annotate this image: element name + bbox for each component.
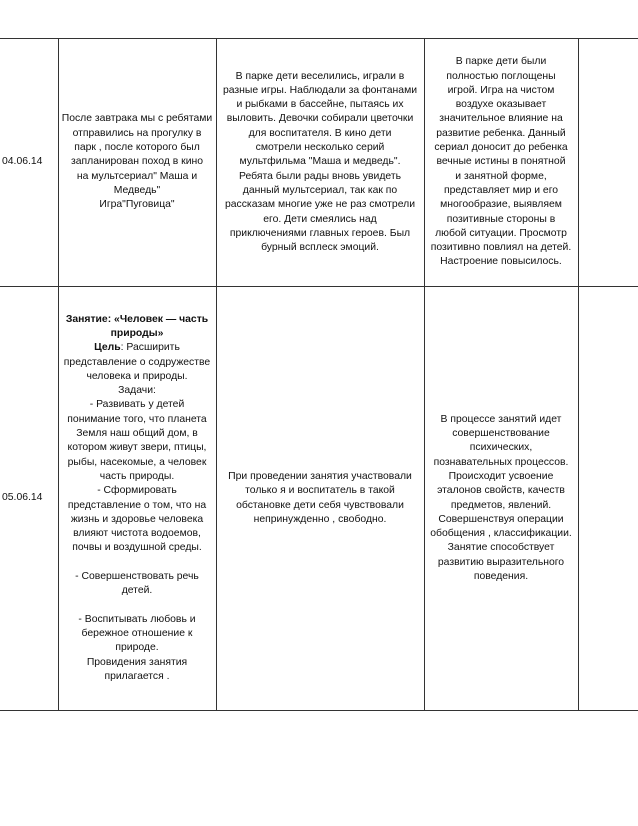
conclusion-cell — [424, 287, 578, 711]
observation-cell — [216, 287, 424, 711]
empty-cell — [578, 39, 638, 287]
goal-label: Цель — [94, 342, 121, 354]
activity-text: После завтрака мы с ребятами отправились на прогулку в парк , после которого был запланирован поход в кино на мультсериал" Маша и Медведь" Игра"Пуговица" — [61, 113, 213, 211]
empty-cell — [578, 287, 638, 711]
table-row — [0, 287, 638, 711]
conclusion-cell — [424, 39, 578, 287]
activity-title: Занятие: «Человек — часть природы» — [65, 313, 209, 339]
activity-tasks: Задачи: - Развивать у детей понимание того, что планета Земля наш общий дом, в котором живут звери, птицы, рыбы, насекомые, а человек часть природы. - Сформировать представление о том, что на жизнь и здоровье человека влияют чистота водоемов, почвы и воздушной среды. - Совершенствовать речь детей. - Воспитывать любовь и бережное отношение к природе. Провидения занятия прилагается . — [67, 385, 207, 683]
observation-cell — [216, 39, 424, 287]
date-cell: 04.06.14 — [0, 39, 58, 287]
activity-cell — [58, 287, 216, 711]
observation-text: При проведении занятия участвовали только я и воспитатель в такой обстановке дети себя чувствовали непринужденно , свободно. — [228, 470, 412, 525]
date-cell: 05.06.14 — [0, 287, 58, 711]
diary-table — [0, 38, 638, 711]
goal-text: : Расширить представление о содружестве человека и природы. — [63, 342, 211, 382]
conclusion-text: В парке дети были полностью поглощены игрой. Игра на чистом воздухе оказывает значительное влияние на развитие ребенка. Данный сериал доносит до ребенка вечные истины в понятной и занятной форме, представляет мир и его многообразие, выявляем позитивные стороны в любой ситуации. Просмотр позитивно повлиял на детей. Настроение повысилось. — [430, 56, 572, 268]
activity-goal — [62, 341, 213, 384]
observation-text: В парке дети веселились, играли в разные игры. Наблюдали за фонтанами и рыбками в бассейне, пытаясь их выловить. Девочки собирали цветочки для воспитателя. В кино дети смотрели несколько серий мультфильма "Маша и медведь". Ребята были рады вновь увидеть данный мультсериал, так как по рассказам многие уже не раз смотрели его. Дети смеялись над приключениями главных героев. Был бурный всплеск эмоций. — [222, 70, 418, 254]
activity-cell — [58, 39, 216, 287]
conclusion-text: В процессе занятий идет совершенствование психических, познавательных процессов. Происходит усвоение эталонов свойств, качеств предметов, явлений. Совершенствуя операции обобщения , классификации. Занятие способствует развитию выразительного поведения. — [430, 413, 572, 582]
table-row — [0, 39, 638, 287]
